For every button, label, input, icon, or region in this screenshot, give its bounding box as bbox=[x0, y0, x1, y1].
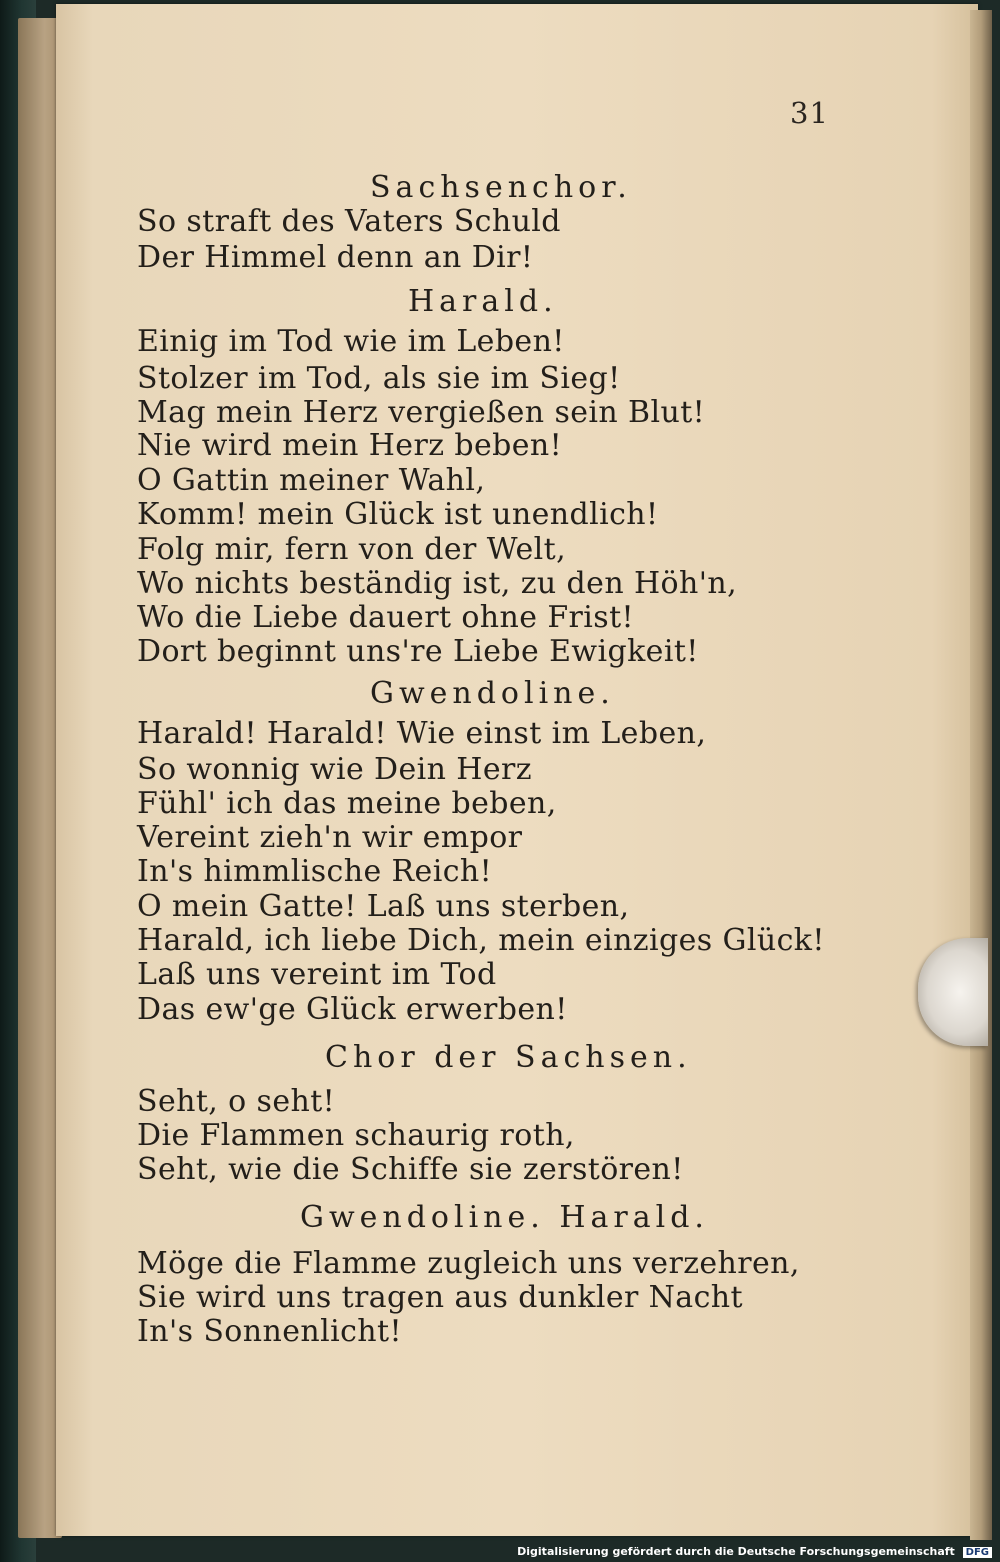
verse-line: Das ew'ge Glück erwerben! bbox=[137, 992, 568, 1027]
page-number: 31 bbox=[790, 96, 829, 130]
verse-line: Stolzer im Tod, als sie im Sieg! bbox=[137, 361, 621, 396]
speaker-heading: Chor der Sachsen. bbox=[325, 1040, 692, 1075]
verse-line: In's Sonnenlicht! bbox=[137, 1314, 402, 1349]
verse-line: Der Himmel denn an Dir! bbox=[137, 240, 534, 275]
credit-text: Digitalisierung gefördert durch die Deutsche Forschungsgemeinschaft bbox=[517, 1545, 955, 1558]
verse-line: So wonnig wie Dein Herz bbox=[137, 752, 532, 787]
verse-line: Harald! Harald! Wie einst im Leben, bbox=[137, 716, 707, 751]
verse-line: Wo nichts beständig ist, zu den Höh'n, bbox=[137, 566, 738, 601]
speaker-heading: Sachsenchor. bbox=[370, 170, 632, 205]
digitization-credit bbox=[517, 1545, 992, 1558]
verse-line: Harald, ich liebe Dich, mein einziges Glück! bbox=[137, 923, 825, 958]
verse-line: Seht, wie die Schiffe sie zerstören! bbox=[137, 1152, 684, 1187]
verse-line: Vereint zieh'n wir empor bbox=[137, 820, 523, 855]
page-stack-edge bbox=[970, 10, 992, 1540]
verse-line: Dort beginnt uns're Liebe Ewigkeit! bbox=[137, 634, 699, 669]
verse-line: Möge die Flamme zugleich uns verzehren, bbox=[137, 1246, 800, 1281]
verse-line: Wo die Liebe dauert ohne Frist! bbox=[137, 600, 634, 635]
dfg-logo: DFG bbox=[963, 1547, 992, 1558]
verse-line: Komm! mein Glück ist unendlich! bbox=[137, 497, 659, 532]
verse-line: Seht, o seht! bbox=[137, 1084, 336, 1119]
verse-line: So straft des Vaters Schuld bbox=[137, 204, 561, 239]
verse-line: Sie wird uns tragen aus dunkler Nacht bbox=[137, 1280, 743, 1315]
speaker-heading: Gwendoline. Harald. bbox=[300, 1200, 709, 1235]
verse-line: Einig im Tod wie im Leben! bbox=[137, 324, 565, 359]
verse-line: Nie wird mein Herz beben! bbox=[137, 428, 563, 463]
verse-line: Laß uns vereint im Tod bbox=[137, 957, 497, 992]
speaker-heading: Gwendoline. bbox=[370, 676, 615, 711]
verse-line: Die Flammen schaurig roth, bbox=[137, 1118, 575, 1153]
verse-line: Folg mir, fern von der Welt, bbox=[137, 532, 567, 567]
verse-line: O mein Gatte! Laß uns sterben, bbox=[137, 889, 630, 924]
verse-line: Fühl' ich das meine beben, bbox=[137, 786, 557, 821]
speaker-heading: Harald. bbox=[408, 284, 558, 319]
verse-line: Mag mein Herz vergießen sein Blut! bbox=[137, 395, 706, 430]
verse-line: In's himmlische Reich! bbox=[137, 854, 493, 889]
verse-line: O Gattin meiner Wahl, bbox=[137, 463, 486, 498]
